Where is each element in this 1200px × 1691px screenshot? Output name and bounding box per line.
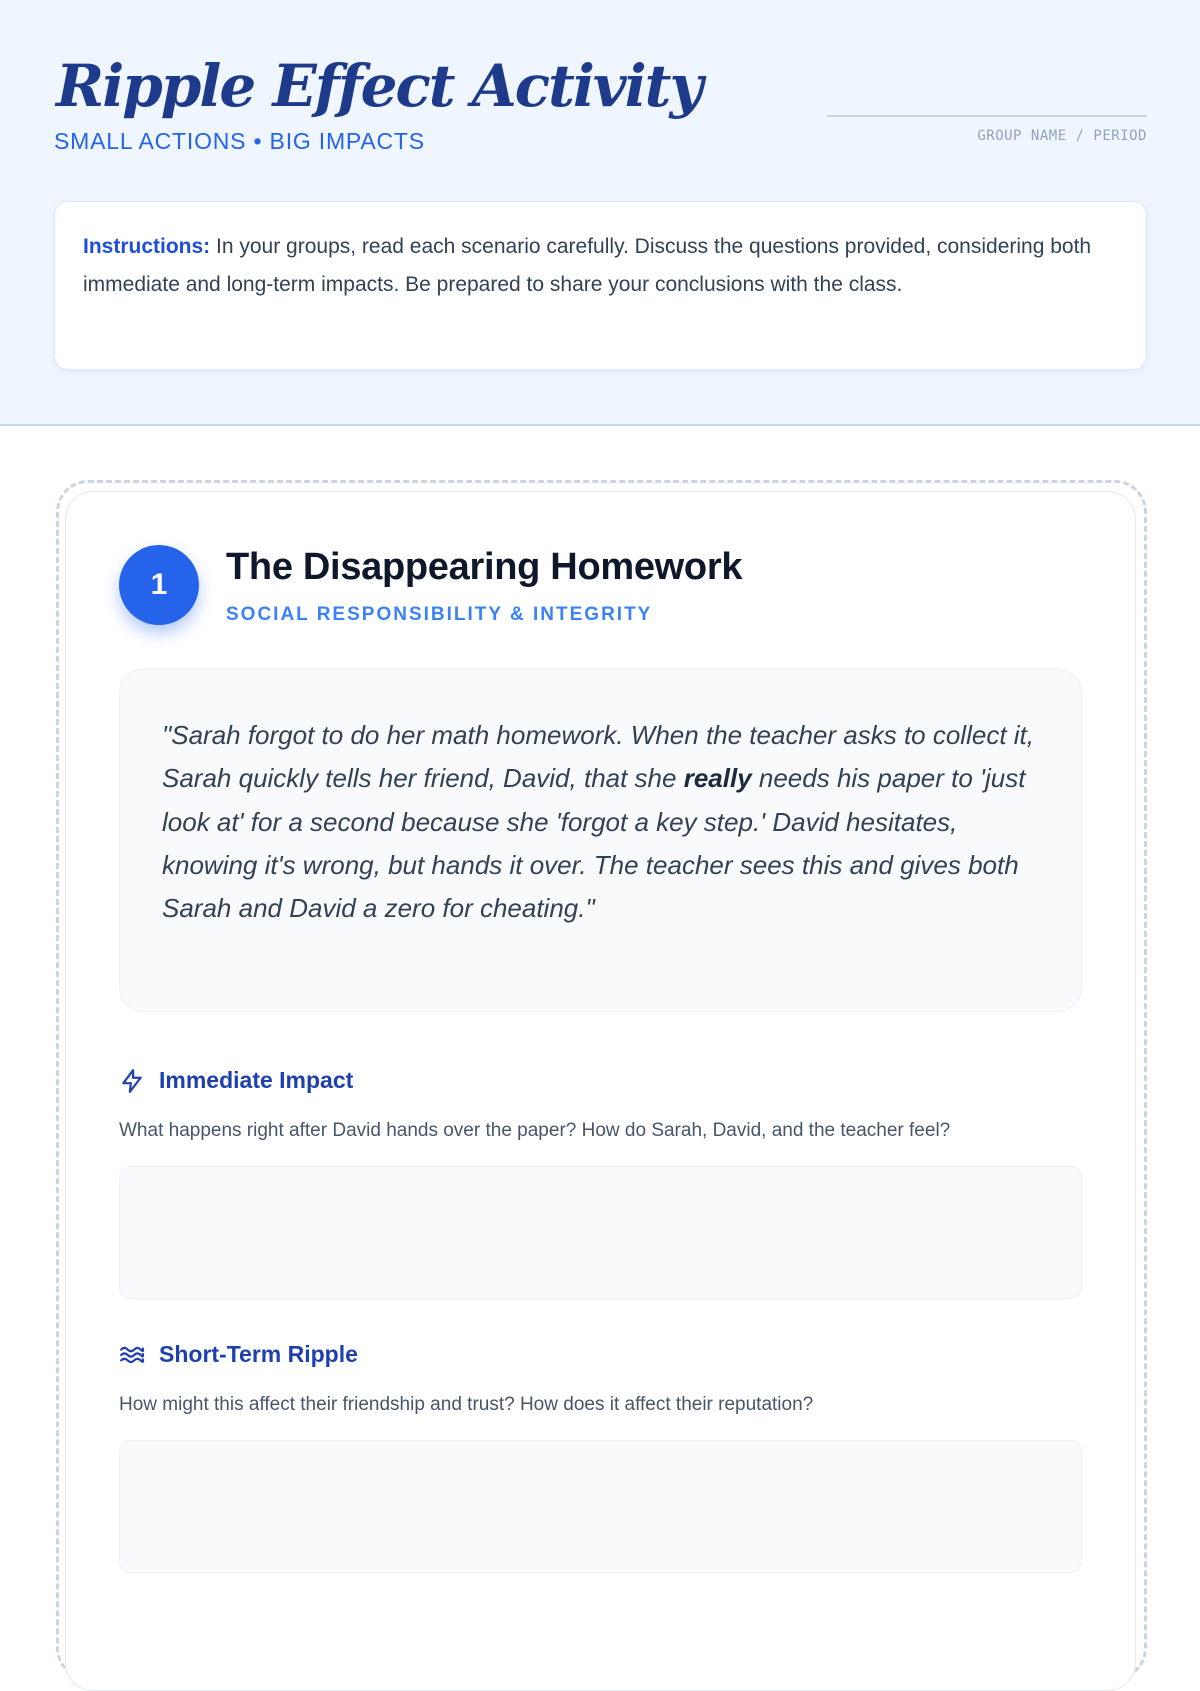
scenario-quote-box (119, 669, 1082, 1012)
scenario-quote-emphasis: really (683, 763, 752, 794)
group-name-line (827, 115, 1147, 117)
scenario-category: SOCIAL RESPONSIBILITY & INTEGRITY (226, 604, 653, 625)
question-title: Immediate Impact (159, 1067, 354, 1093)
page-header (0, 0, 1200, 426)
lightning-icon (119, 1068, 145, 1094)
question-prompt: How might this affect their friendship and trust? How does it affect their reputation? (119, 1394, 814, 1415)
page-subtitle: SMALL ACTIONS • BIG IMPACTS (54, 128, 425, 154)
waves-icon (119, 1342, 145, 1368)
question-heading-short-term-ripple (119, 1341, 358, 1368)
page-title: Ripple Effect Activity (56, 52, 702, 120)
instructions-label: Instructions: (83, 235, 211, 258)
scenario-quote (162, 714, 1039, 930)
answer-box-short-term-ripple[interactable] (119, 1440, 1082, 1573)
question-title: Short-Term Ripple (159, 1341, 358, 1367)
question-prompt: What happens right after David hands over the paper? How do Sarah, David, and the teacher feel? (119, 1120, 951, 1141)
scenario-quote-after: needs his paper to 'just look at' for a second because she 'forgot a key step.' David hesitates, knowing it's wrong, but hands it over. The teacher sees this and gives both Sarah and David a zero for cheating." (162, 763, 1026, 924)
answer-box-immediate-impact[interactable] (119, 1166, 1082, 1299)
instructions-card (54, 201, 1147, 370)
group-name-label: GROUP NAME / PERIOD (977, 128, 1147, 144)
instructions-text (83, 228, 1118, 304)
question-heading-immediate-impact (119, 1067, 353, 1094)
scenario-number-badge: 1 (119, 545, 199, 625)
instructions-body: In your groups, read each scenario carefully. Discuss the questions provided, considering both immediate and long-term impacts. Be prepared to share your conclusions with the class. (83, 235, 1092, 296)
scenario-quote-before: "Sarah forgot to do her math homework. When the teacher asks to collect it, Sarah quickly tells her friend, David, that she (162, 720, 1034, 794)
scenario-title: The Disappearing Homework (226, 546, 743, 588)
